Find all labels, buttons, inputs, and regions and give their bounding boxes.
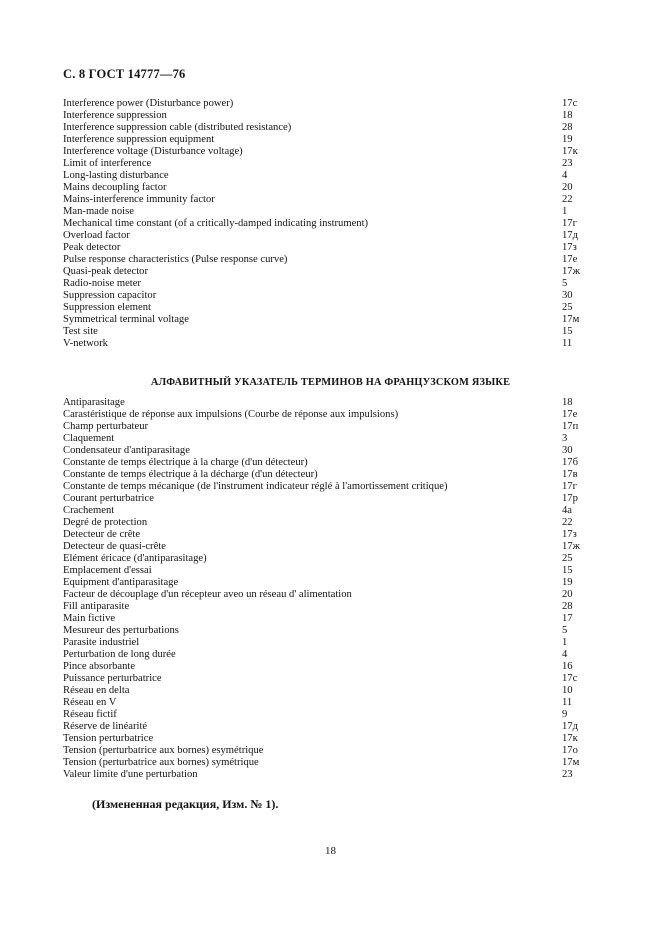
index-term: Emplacement d'essai	[63, 565, 152, 576]
index-reference: 23	[562, 769, 573, 780]
index-row	[63, 409, 583, 421]
index-term: Suppression element	[63, 302, 151, 313]
index-term: Crachement	[63, 505, 115, 516]
index-reference: 16	[562, 661, 573, 672]
index-term: Long-lasting disturbance	[63, 170, 169, 181]
index-term: Pulse response characteristics (Pulse response curve)	[63, 254, 288, 265]
index-row	[63, 314, 583, 326]
index-row	[63, 757, 583, 769]
index-term: Interference voltage (Disturbance voltage)	[63, 146, 243, 157]
page-header: С. 8 ГОСТ 14777—76	[63, 67, 186, 81]
index-term: Facteur de découplage d'un récepteur aveo un réseau d' alimentation	[63, 589, 352, 600]
index-term: Detecteur de crête	[63, 529, 141, 540]
index-reference: 17к	[562, 146, 578, 157]
index-reference: 20	[562, 182, 573, 193]
index-term: Champ perturbateur	[63, 421, 149, 432]
index-reference: 18	[562, 397, 573, 408]
index-term: Elément éricace (d'antiparasitage)	[63, 553, 207, 564]
index-term: Tension (perturbatrice aux bornes) symétrique	[63, 757, 259, 768]
index-reference: 9	[562, 709, 568, 720]
index-row	[63, 338, 583, 350]
index-term: Equipment d'antiparasitage	[63, 577, 179, 588]
index-term: Constante de temps électrique à la charge (d'un détecteur)	[63, 457, 308, 468]
index-term: Constante de temps mécanique (de l'instrument indicateur réglé à l'amortissement critique)	[63, 481, 448, 492]
index-reference: 15	[562, 565, 573, 576]
index-reference: 17в	[562, 469, 578, 480]
index-reference: 19	[562, 134, 573, 145]
index-reference: 22	[562, 517, 573, 528]
index-term: Réseau fictif	[63, 709, 117, 720]
index-term: Claquement	[63, 433, 115, 444]
index-reference: 17д	[562, 721, 578, 732]
index-row	[63, 254, 583, 266]
index-reference: 22	[562, 194, 573, 205]
revision-note: (Измененная редакция, Изм. № 1).	[92, 797, 279, 811]
index-reference: 4	[562, 170, 568, 181]
index-row	[63, 421, 583, 433]
index-term: Main fictive	[63, 613, 116, 624]
index-term: Overload factor	[63, 230, 130, 241]
index-reference: 20	[562, 589, 573, 600]
index-row	[63, 158, 583, 170]
index-reference: 17е	[562, 254, 578, 265]
index-term: Antiparasitage	[63, 397, 125, 408]
index-row	[63, 505, 583, 517]
index-row	[63, 98, 583, 110]
index-row	[63, 194, 583, 206]
index-reference: 15	[562, 326, 573, 337]
index-row	[63, 182, 583, 194]
page-number: 18	[325, 845, 336, 857]
index-term: V-network	[63, 338, 108, 349]
index-term: Réseau en V	[63, 697, 117, 708]
index-row	[63, 625, 583, 637]
index-term: Puissance perturbatrice	[63, 673, 162, 684]
index-row	[63, 721, 583, 733]
index-row	[63, 661, 583, 673]
index-row	[63, 302, 583, 314]
index-row	[63, 709, 583, 721]
index-term: Suppression capacitor	[63, 290, 157, 301]
index-term: Limit of interference	[63, 158, 152, 169]
index-reference: 4	[562, 649, 568, 660]
index-row	[63, 433, 583, 445]
index-reference: 17о	[562, 745, 578, 756]
index-row	[63, 589, 583, 601]
index-row	[63, 529, 583, 541]
index-reference: 17	[562, 613, 573, 624]
index-term: Réseau en delta	[63, 685, 130, 696]
index-reference: 17с	[562, 98, 578, 109]
index-reference: 25	[562, 553, 573, 564]
index-reference: 10	[562, 685, 573, 696]
index-term: Man-made noise	[63, 206, 134, 217]
index-reference: 17д	[562, 230, 578, 241]
index-reference: 30	[562, 290, 573, 301]
index-row	[63, 218, 583, 230]
index-row	[63, 565, 583, 577]
index-row	[63, 170, 583, 182]
index-reference: 5	[562, 278, 568, 289]
index-term: Test site	[63, 326, 98, 337]
index-row	[63, 326, 583, 338]
index-reference: 18	[562, 110, 573, 121]
index-term: Symmetrical terminal voltage	[63, 314, 189, 325]
english-index-list	[63, 98, 583, 350]
index-term: Mesureur des perturbations	[63, 625, 179, 636]
index-reference: 17м	[562, 314, 580, 325]
index-term: Interference power (Disturbance power)	[63, 98, 234, 109]
index-term: Carastéristique de réponse aux impulsions (Courbe de réponse aux impulsions)	[63, 409, 399, 420]
index-term: Degré de protection	[63, 517, 148, 528]
index-reference: 17з	[562, 529, 577, 540]
index-reference: 3	[562, 433, 568, 444]
french-index-title: АЛФАВИТНЫЙ УКАЗАТЕЛЬ ТЕРМИНОВ НА ФРАНЦУЗСКОМ ЯЗЫКЕ	[150, 377, 511, 388]
index-row	[63, 397, 583, 409]
index-term: Tension perturbatrice	[63, 733, 154, 744]
index-reference: 17б	[562, 457, 578, 468]
index-row	[63, 577, 583, 589]
index-row	[63, 613, 583, 625]
index-term: Parasite industriel	[63, 637, 140, 648]
index-term: Mains-interference immunity factor	[63, 194, 215, 205]
index-row	[63, 697, 583, 709]
index-reference: 28	[562, 122, 573, 133]
index-reference: 17ж	[562, 541, 580, 552]
index-row	[63, 517, 583, 529]
index-term: Condensateur d'antiparasitage	[63, 445, 190, 456]
index-reference: 19	[562, 577, 573, 588]
index-reference: 11	[562, 697, 573, 708]
index-row	[63, 493, 583, 505]
index-reference: 1	[562, 206, 568, 217]
index-reference: 11	[562, 338, 573, 349]
index-term: Radio-noise meter	[63, 278, 141, 289]
index-term: Quasi-peak detector	[63, 266, 149, 277]
index-row	[63, 769, 583, 781]
index-row	[63, 649, 583, 661]
index-term: Perturbation de long durée	[63, 649, 176, 660]
index-reference: 17п	[562, 421, 579, 432]
index-reference: 4а	[562, 505, 572, 516]
index-reference: 17м	[562, 757, 580, 768]
index-row	[63, 146, 583, 158]
index-term: Courant perturbatrice	[63, 493, 154, 504]
index-reference: 17з	[562, 242, 577, 253]
index-row	[63, 278, 583, 290]
index-row	[63, 445, 583, 457]
index-row	[63, 110, 583, 122]
index-reference: 17ж	[562, 266, 580, 277]
index-row	[63, 685, 583, 697]
index-reference: 30	[562, 445, 573, 456]
index-term: Tension (perturbatrice aux bornes) esymétrique	[63, 745, 264, 756]
index-row	[63, 481, 583, 493]
index-term: Réserve de linéarité	[63, 721, 148, 732]
index-term: Interference suppression equipment	[63, 134, 215, 145]
index-row	[63, 230, 583, 242]
index-term: Fill antiparasite	[63, 601, 130, 612]
index-row	[63, 733, 583, 745]
index-reference: 5	[562, 625, 568, 636]
index-row	[63, 134, 583, 146]
index-reference: 28	[562, 601, 573, 612]
index-reference: 25	[562, 302, 573, 313]
index-term: Interference suppression	[63, 110, 167, 121]
index-row	[63, 206, 583, 218]
index-row	[63, 601, 583, 613]
index-reference: 17р	[562, 493, 578, 504]
index-row	[63, 469, 583, 481]
index-term: Mechanical time constant (of a critically-damped indicating instrument)	[63, 218, 369, 229]
index-row	[63, 290, 583, 302]
index-row	[63, 266, 583, 278]
index-row	[63, 122, 583, 134]
index-term: Constante de temps électrique à la décharge (d'un détecteur)	[63, 469, 318, 480]
index-term: Pince absorbante	[63, 661, 136, 672]
index-reference: 1	[562, 637, 568, 648]
index-reference: 17с	[562, 673, 578, 684]
index-term: Detecteur de quasi-crête	[63, 541, 166, 552]
index-reference: 17г	[562, 218, 577, 229]
index-term: Peak detector	[63, 242, 121, 253]
index-row	[63, 637, 583, 649]
index-row	[63, 553, 583, 565]
index-row	[63, 457, 583, 469]
index-reference: 17г	[562, 481, 577, 492]
french-index-list	[63, 397, 583, 781]
index-reference: 23	[562, 158, 573, 169]
index-term: Mains decoupling factor	[63, 182, 167, 193]
index-reference: 17к	[562, 733, 578, 744]
index-term: Interference suppression cable (distributed resistance)	[63, 122, 292, 133]
index-term: Valeur limite d'une perturbation	[63, 769, 198, 780]
index-reference: 17е	[562, 409, 578, 420]
index-row	[63, 242, 583, 254]
index-row	[63, 673, 583, 685]
index-row	[63, 745, 583, 757]
index-row	[63, 541, 583, 553]
